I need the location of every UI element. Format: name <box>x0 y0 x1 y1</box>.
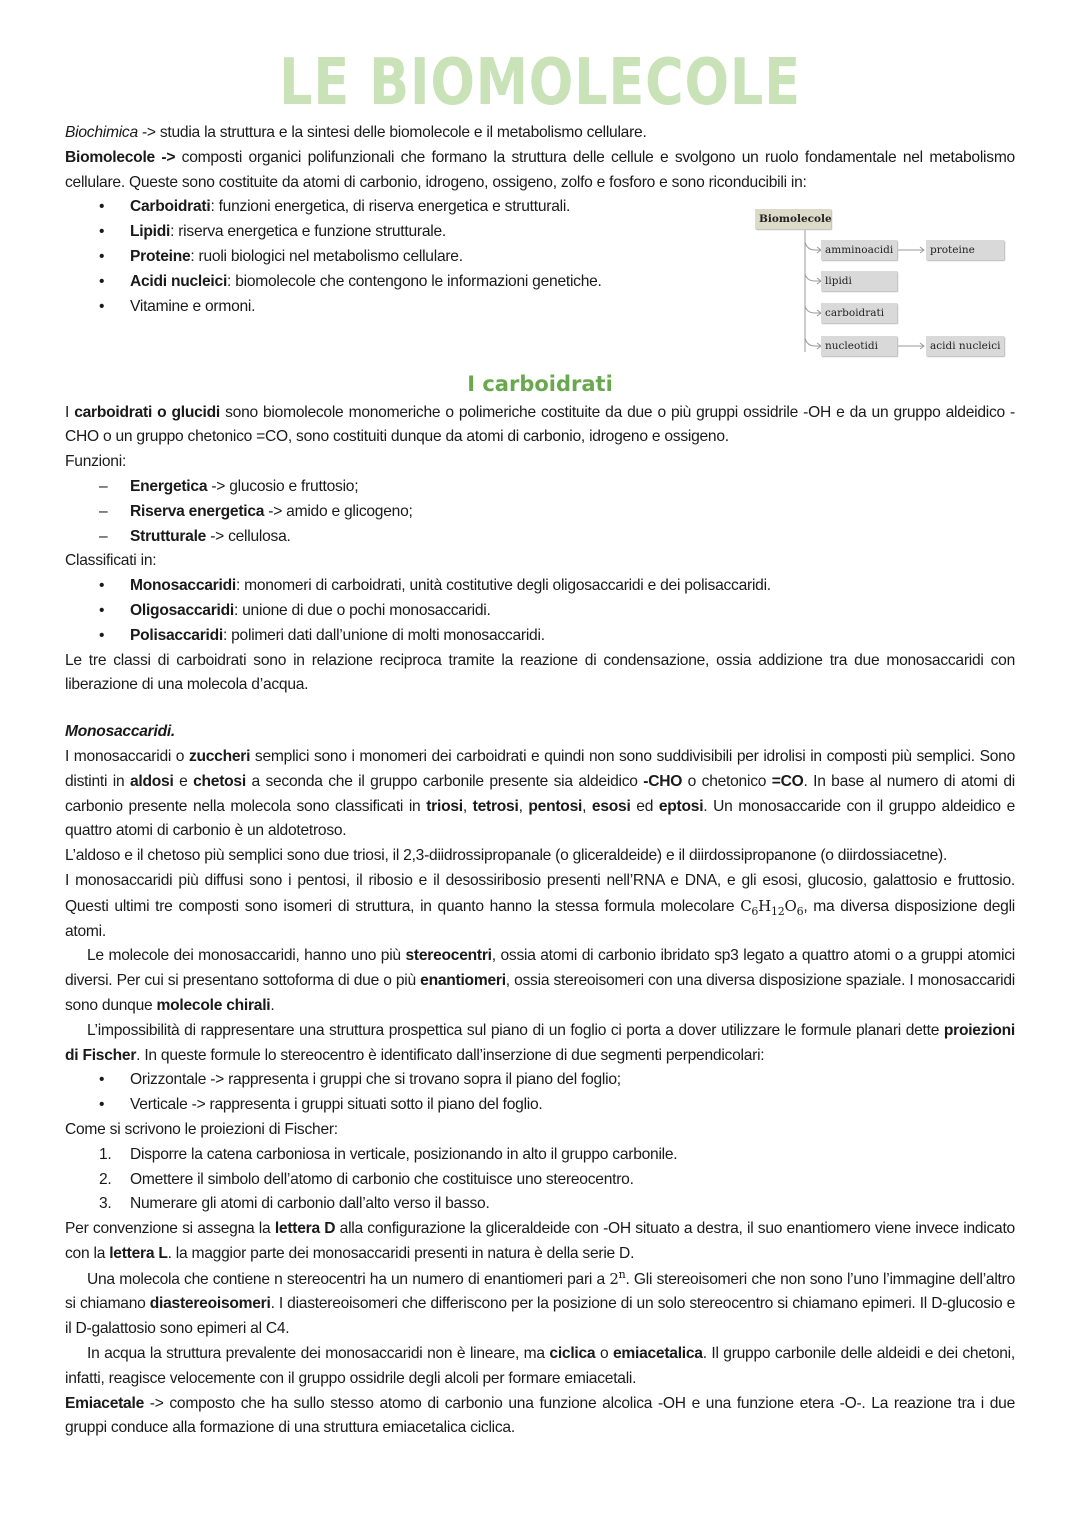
text-run: L’aldoso e il chetoso più semplici sono due triosi, il 2,3-diidrossipropanale (o gliceraldeide) e il diirdossipropanone (o diirdossiacetne). <box>65 847 948 865</box>
list-item <box>65 1192 1015 1217</box>
text-run: Per convenzione si assegna la <box>65 1220 275 1238</box>
italic-text: Biochimica <box>65 124 138 141</box>
text-run: : biomolecole che contengono le informazioni genetiche. <box>227 272 602 290</box>
text-run: Numerare gli atomi di carbonio dall’alto verso il basso. <box>130 1195 490 1213</box>
bold-text: tetrosi <box>472 797 519 815</box>
diagram-node-amminoacidi: amminoacidi <box>821 240 897 260</box>
text-run: Omettere il simbolo dell’atomo di carbonio che costituisce uno stereocentro. <box>130 1170 634 1188</box>
bold-text: pentosi <box>528 797 583 815</box>
bold-text: Monosaccaridi. <box>65 723 176 741</box>
intro-paragraph <box>65 121 1015 146</box>
text-run: . la maggior parte dei monosaccaridi presenti in natura è della serie D. <box>167 1244 635 1262</box>
text-run: : monomeri di carboidrati, unità costitutive degli oligosaccaridi e dei polisaccaridi. <box>235 577 771 595</box>
text-run: : polimeri dati dall’unione di molti monosaccaridi. <box>222 626 545 644</box>
text-run: sono biomolecole monomeriche o polimeriche costituite da due o più gruppi ossidrile -OH e da un gruppo aldeidico -CHO o un gruppo chetonico =CO, sono costituiti dunque da atomi di carbonio, idrogeno e ossigeno. <box>65 403 1015 446</box>
text-run: Una molecola che contiene n stereocentri ha un numero di enantiomeri pari a <box>87 1270 610 1288</box>
bold-text: carboidrati o glucidi <box>74 403 220 421</box>
formula-text: 2 <box>609 1269 619 1288</box>
paragraph <box>65 1267 1015 1342</box>
paragraph <box>65 869 1015 944</box>
bold-text: ciclica <box>549 1345 596 1363</box>
list <box>65 1143 1015 1217</box>
list-item <box>65 1168 1015 1193</box>
list-item <box>65 295 1015 320</box>
formula-text: H <box>758 896 772 915</box>
list-number: 3. <box>99 1195 112 1213</box>
dash-icon: – <box>99 502 108 520</box>
paragraph <box>65 944 1015 1018</box>
text-run: composti organici polifunzionali che formano la struttura delle cellule e svolgono un ruolo fondamentale nel metabolismo cellulare. Queste sono costituite da atomi di carbonio, idrogeno, ossigeno, zolfo e fosforo e sono riconducibili in: <box>65 148 1015 191</box>
text-run: . I diastereoisomeri che differiscono per la posizione di un solo stereocentro si chiamano epimeri. Il D-glucosio e il D-galattosio sono epimeri al C4. <box>65 1295 1015 1338</box>
formula-text: n <box>618 1267 626 1281</box>
list-item <box>65 220 1015 245</box>
bullet-icon: • <box>99 198 105 216</box>
paragraph <box>65 1118 1015 1143</box>
text-run: Classificati in: <box>65 552 157 570</box>
bullet-icon: • <box>99 272 105 290</box>
diagram-node-acidi-nucleici: acidi nucleici <box>926 336 1004 356</box>
bold-text: emiacetalica <box>612 1345 703 1363</box>
bold-text: -CHO <box>643 772 683 790</box>
text-run: alla configurazione la gliceraldeide con -OH situato a destra, il suo enantiomero viene invece indicato con la <box>65 1220 1015 1262</box>
bold-text: aldosi <box>129 772 174 790</box>
text-run: , ma diversa disposizione degli atomi. <box>65 897 1015 940</box>
list-number: 2. <box>99 1170 112 1188</box>
diagram-node-biomolecole: Biomolecole <box>755 209 831 229</box>
bullet-icon: • <box>99 223 105 241</box>
list-item <box>65 195 1015 220</box>
list-item <box>65 1068 1015 1093</box>
bold-text: Carboidrati <box>130 198 211 216</box>
list-item <box>65 574 1015 599</box>
bold-text: chetosi <box>193 772 246 790</box>
text-run: ed <box>630 797 659 815</box>
list-item <box>65 624 1015 649</box>
bold-text: Biomolecole -> <box>65 148 176 166</box>
list <box>65 1068 1015 1118</box>
section-content <box>65 401 1015 1442</box>
dash-icon: – <box>99 477 108 495</box>
text-run: -> composto che ha sullo stesso atomo di carbonio una funzione alcolica -OH e una funzione etera -O-. La reazione tra i due gruppi conduce alla formazione di una struttura emiacetalica ciclica. <box>65 1394 1015 1437</box>
text-run: , ossia stereoisomeri con una diversa disposizione spaziale. I monosaccaridi sono dunque <box>65 972 1015 1014</box>
text-run: : unione di due o pochi monosaccaridi. <box>233 601 491 619</box>
biomolecole-types-list <box>65 195 1015 319</box>
bold-text: Polisaccaridi <box>130 626 223 644</box>
text-run: , <box>462 797 473 815</box>
diagram-node-lipidi: lipidi <box>821 271 897 291</box>
paragraph <box>65 720 1015 745</box>
text-run: . Gli stereoisomeri che non sono l’uno l’immagine dell’altro si chiamano <box>65 1270 1015 1313</box>
text-run: I <box>65 403 75 421</box>
formula-text: C <box>740 896 752 915</box>
bold-text: molecole chirali <box>156 996 271 1014</box>
text-run: Come si scrivono le proiezioni di Fischer: <box>65 1120 338 1138</box>
text-run: I monosaccaridi più diffusi sono i pentosi, il ribosio e il desossiribosio presenti nell’RNA e DNA, e gli esosi, glucosio, galattosio e fruttosio. Questi ultimi tre composti sono isomeri di struttura, in quanto hanno la stessa formula molecolare <box>65 871 1015 915</box>
paragraph <box>65 1019 1015 1069</box>
paragraph <box>65 549 1015 574</box>
list <box>65 475 1015 549</box>
bullet-icon: • <box>99 577 105 595</box>
text-run: Le tre classi di carboidrati sono in relazione reciproca tramite la reazione di condensazione, ossia addizione tra due monosaccaridi con liberazione di una molecola d’acqua. <box>65 651 1015 694</box>
bold-text: Acidi nucleici <box>130 272 228 290</box>
list-item <box>65 525 1015 550</box>
bullet-icon: • <box>99 601 105 619</box>
bold-text: zuccheri <box>188 747 251 765</box>
text-run: L’impossibilità di rappresentare una struttura prospettica sul piano di un foglio ci porta a dover utilizzare le formule planari dette <box>87 1021 944 1039</box>
diagram-node-proteine: proteine <box>926 240 1004 260</box>
bold-text: Energetica <box>130 477 208 495</box>
text-run: . In base al numero di atomi di carbonio presente nella molecola sono classificati in <box>65 772 1015 815</box>
bold-text: lettera L <box>109 1244 168 1262</box>
text-run: Orizzontale -> rappresenta i gruppi che si trovano sopra il piano del foglio; <box>130 1071 621 1089</box>
paragraph <box>65 401 1015 451</box>
bold-text: Emiacetale <box>65 1394 144 1412</box>
text-run: . <box>270 996 275 1014</box>
bullet-icon: • <box>99 626 105 644</box>
text-run: o chetonico <box>682 772 772 790</box>
list-number: 1. <box>99 1145 112 1163</box>
paragraph <box>65 844 1015 869</box>
text-run: : riserva energetica e funzione strutturale. <box>170 223 446 241</box>
list-item <box>65 500 1015 525</box>
text-run: Funzioni: <box>65 453 127 471</box>
text-run: , ossia atomi di carbonio ibridato sp3 legato a quattro atomi o a gruppi atomici diversi. Per cui si presentano sottoforma di due o più <box>65 947 1016 990</box>
bold-text: =CO <box>771 772 804 790</box>
bold-text: Proteine <box>130 247 191 265</box>
diagram-node-nucleotidi: nucleotidi <box>821 336 897 356</box>
bullet-icon: • <box>99 1071 105 1089</box>
list-item <box>65 270 1015 295</box>
text-run: Disporre la catena carboniosa in verticale, posizionando in alto il gruppo carbonile. <box>130 1145 678 1163</box>
bold-text: Strutturale <box>130 527 207 545</box>
formula-text: 6 <box>751 904 759 918</box>
bold-text: Monosaccaridi <box>130 577 236 595</box>
text-run: o <box>595 1345 613 1363</box>
text-run: : ruoli biologici nel metabolismo cellulare. <box>190 247 463 265</box>
bullet-icon: • <box>99 297 105 315</box>
list-item <box>65 599 1015 624</box>
bold-text: Lipidi <box>130 223 171 241</box>
paragraph <box>65 649 1015 699</box>
section-heading: I carboidrati <box>467 371 613 396</box>
text-run: : funzioni energetica, di riserva energetica e strutturali. <box>210 198 571 216</box>
paragraph <box>65 745 1015 844</box>
bold-text: triosi <box>426 797 463 815</box>
bold-text: eptosi <box>658 797 704 815</box>
text-run: a seconda che il gruppo carbonile presente sia aldeidico <box>245 772 644 790</box>
diagram-node-carboidrati: carboidrati <box>821 303 897 323</box>
bold-text: enantiomeri <box>420 972 506 990</box>
paragraph <box>65 1392 1015 1442</box>
formula-text: O <box>784 896 797 915</box>
text-run: -> amido e glicogeno; <box>264 502 413 520</box>
page-title: LE BIOMOLECOLE <box>279 46 801 120</box>
list-item <box>65 1143 1015 1168</box>
paragraph <box>65 1342 1015 1392</box>
formula-text: 6 <box>796 904 804 918</box>
text-run: , <box>582 797 592 815</box>
bold-text: lettera D <box>274 1220 336 1238</box>
document-body <box>65 121 1015 1441</box>
text-run: . Il gruppo carbonile delle aldeidi e dei chetoni, infatti, reagisce velocemente con il gruppo ossidrile degli alcoli per formare emiacetali. <box>65 1345 1015 1387</box>
text-run: Le molecole dei monosaccaridi, hanno uno più <box>87 947 406 965</box>
bold-text: diastereoisomeri <box>149 1295 271 1313</box>
text-run: I monosaccaridi o <box>65 747 189 765</box>
bold-text: Riserva energetica <box>130 502 265 520</box>
formula-text: 12 <box>771 904 785 918</box>
text-run: Verticale -> rappresenta i gruppi situati sotto il piano del foglio. <box>130 1096 543 1114</box>
bold-text: esosi <box>591 797 631 815</box>
text-run: semplici sono i monomeri dei carboidrati e quindi non sono suddivisibili per idrolisi in composti più semplici. Sono distinti in <box>65 747 1015 790</box>
paragraph <box>65 450 1015 475</box>
bold-text: stereocentri <box>405 947 492 965</box>
text-run: -> glucosio e fruttosio; <box>207 477 359 495</box>
text-run: Vitamine e ormoni. <box>130 297 256 315</box>
text-run: . Un monosaccaride con il gruppo aldeidico e quattro atomi di carbonio è un aldotetroso. <box>65 797 1015 840</box>
bullet-icon: • <box>99 1096 105 1114</box>
bold-text: proiezioni di Fischer <box>65 1021 1015 1064</box>
list-item <box>65 475 1015 500</box>
list-item <box>65 245 1015 270</box>
text-run: -> cellulosa. <box>206 527 291 545</box>
list <box>65 574 1015 648</box>
paragraph <box>65 1217 1015 1267</box>
biomolecole-definition <box>65 146 1015 196</box>
text-run: In acqua la struttura prevalente dei monosaccaridi non è lineare, ma <box>87 1345 550 1363</box>
dash-icon: – <box>99 527 108 545</box>
text-run: , <box>518 797 529 815</box>
text-run: . In queste formule lo stereocentro è identificato dall’inserzione di due segmenti perpendicolari: <box>136 1046 765 1064</box>
list-item <box>65 1093 1015 1118</box>
bold-text: Oligosaccaridi <box>130 601 234 619</box>
text-run: -> studia la struttura e la sintesi delle biomolecole e il metabolismo cellulare. <box>137 124 647 141</box>
text-run: e <box>173 772 194 790</box>
bullet-icon: • <box>99 247 105 265</box>
